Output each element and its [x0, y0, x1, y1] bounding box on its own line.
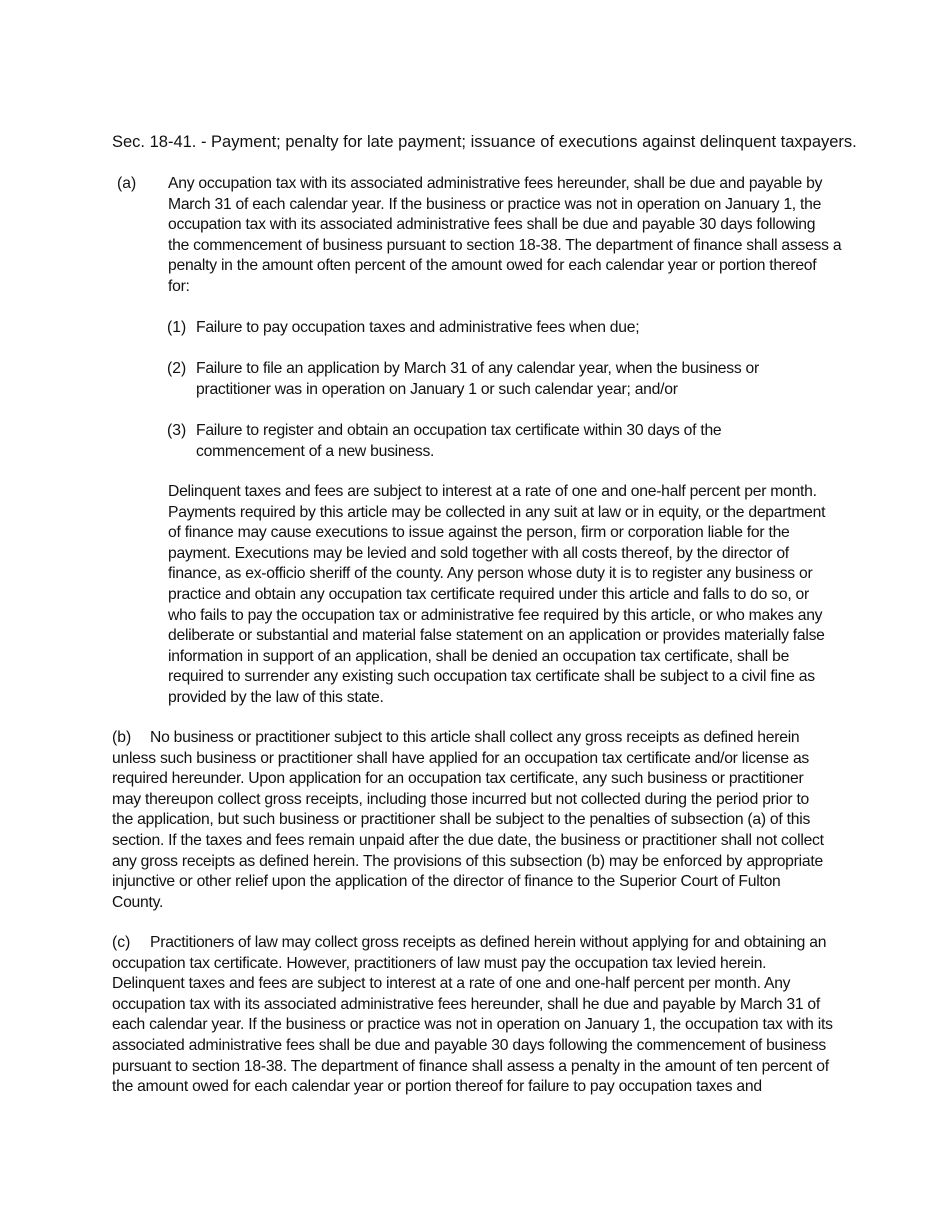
section-a-text: Any occupation tax with its associated administrative fees hereunder, shall be due and payable by March 31 of each calendar year. If the business or practice was not in operation on January 1, the occupation tax with its associated administrative fees shall be due and payable 30 days following the commencement of business pursuant to section 18-38. The department of finance shall assess a penalty in the amount often percent of the amount owed for each calendar year or portion thereof for: [168, 175, 842, 295]
section-b-label: (b) [112, 729, 132, 746]
item-1-label: (1) [167, 319, 187, 336]
item-2-label: (2) [167, 360, 187, 377]
item-2-text: Failure to file an application by March 31 of any calendar year, when the business or practitioner was in operation on January 1 or such calendar year; and/or [196, 360, 760, 398]
section-b-text: No business or practitioner subject to this article shall collect any gross receipts as defined herein unless such business or practitioner shall have applied for an occupation tax certificate and/or license as required hereunder. Upon application for an occupation tax certificate, any such business or practitioner may thereupon collect gross receipts, including those incurred but not collected during the period prior to the application, but such business or practitioner shall be subject to the penalties of subsection (a) of this section. If the taxes and fees remain unpaid after the due date, the business or practitioner shall not collect any gross receipts as defined herein. The provisions of this subsection (b) may be enforced by appropriate injunctive or other relief upon the application of the director of finance to the Superior Court of Fulton County. [112, 729, 824, 911]
section-a-label: (a) [117, 175, 137, 192]
item-3-text: Failure to register and obtain an occupation tax certificate within 30 days of the commencement of a new business. [196, 422, 722, 460]
section-title: Sec. 18-41. - Payment; penalty for late payment; issuance of executions against delinquent taxpayers. [112, 133, 857, 151]
section-c-text: Practitioners of law may collect gross receipts as defined herein without applying for and obtaining an occupation tax certificate. However, practitioners of law must pay the occupation tax levied herein. Delinquent taxes and fees are subject to interest at a rate of one and one-half percent per month. Any occupation tax with its associated administrative fees hereunder, shall he due and payable by March 31 of each calendar year. If the business or practice was not in operation on January 1, the occupation tax with its associated administrative fees shall be due and payable 30 days following the commencement of business pursuant to section 18-38. The department of finance shall assess a penalty in the amount of ten percent of the amount owed for each calendar year or portion thereof for failure to pay occupation taxes and [112, 934, 833, 1096]
section-c-label: (c) [112, 934, 131, 951]
item-3-label: (3) [167, 422, 187, 439]
section-a-closing: Delinquent taxes and fees are subject to interest at a rate of one and one-half percent per month. Payments required by this article may be collected in any suit at law or in equity, or the department of finance may cause executions to issue against the person, firm or corporation liable for the payment. Executions may be levied and sold together with all costs thereof, by the director of finance, as ex-officio sheriff of the county. Any person whose duty it is to register any business or practice and obtain any occupation tax certificate required under this article and falls to do so, or who fails to pay the occupation tax or administrative fee required by this article, or who makes any deliberate or substantial and material false statement on an application or provides materially false information in support of an application, shall be denied an occupation tax certificate, shall be required to surrender any existing such occupation tax certificate shall be subject to a civil fine as provided by the law of this state. [168, 483, 826, 706]
item-1-text: Failure to pay occupation taxes and administrative fees when due; [196, 319, 640, 336]
